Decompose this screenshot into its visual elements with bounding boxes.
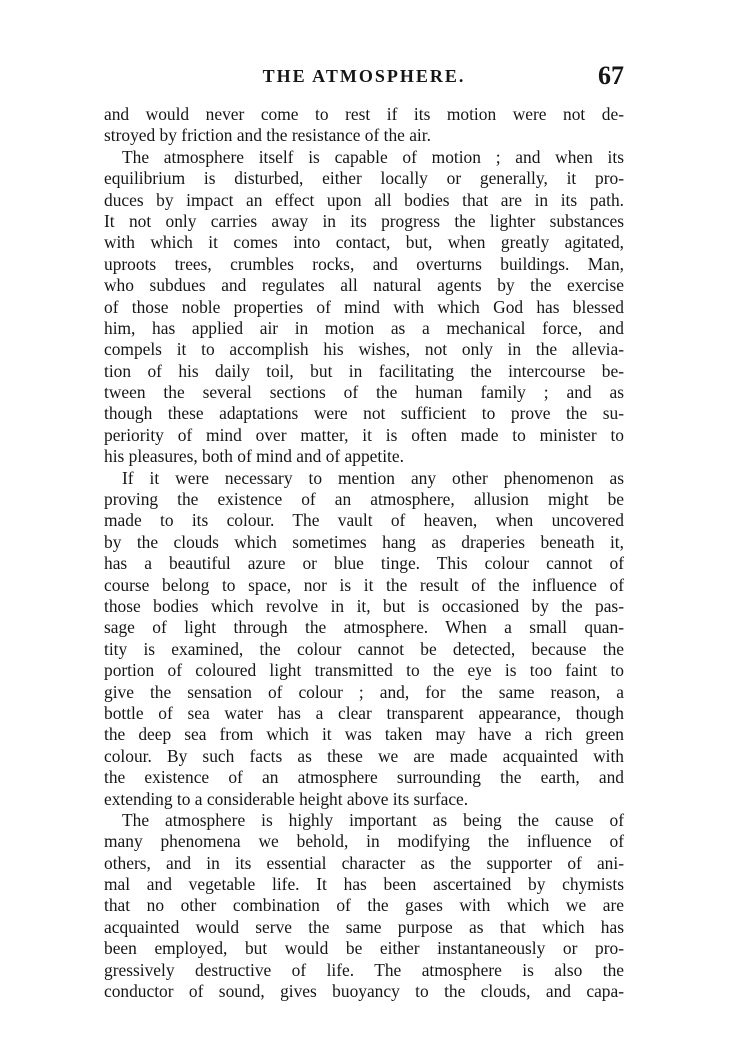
running-title: THE ATMOSPHERE. bbox=[262, 66, 466, 86]
text-line: been employed, but would be either instantaneously or pro- bbox=[104, 938, 624, 959]
text-line: The atmosphere is highly important as being the cause of bbox=[122, 809, 624, 830]
text-line: stroyed by friction and the resistance of the air. bbox=[104, 125, 431, 146]
text-line: uproots trees, crumbles rocks, and overturns buildings. Man, bbox=[104, 253, 624, 274]
running-head bbox=[104, 62, 624, 90]
text-line: many phenomena we behold, in modifying the influence of bbox=[104, 831, 624, 852]
text-line: tion of his daily toil, but in facilitating the intercourse be- bbox=[104, 360, 624, 381]
text-line: proving the existence of an atmosphere, allusion might be bbox=[104, 489, 624, 510]
body-text bbox=[104, 104, 624, 1002]
text-line: by the clouds which sometimes hang as draperies beneath it, bbox=[104, 531, 624, 552]
text-line: his pleasures, both of mind and of appetite. bbox=[104, 446, 404, 467]
text-line: that no other combination of the gases with which we are bbox=[104, 895, 624, 916]
text-line: bottle of sea water has a clear transparent appearance, though bbox=[104, 702, 624, 723]
text-line: the deep sea from which it was taken may have a rich green bbox=[104, 724, 624, 745]
text-line: equilibrium is disturbed, either locally or generally, it pro- bbox=[104, 168, 624, 189]
text-line: those bodies which revolve in it, but is occasioned by the pas- bbox=[104, 595, 624, 616]
text-line: compels it to accomplish his wishes, not only in the allevia- bbox=[104, 339, 624, 360]
text-line: portion of coloured light transmitted to the eye is too faint to bbox=[104, 660, 624, 681]
page-number: 67 bbox=[598, 61, 624, 90]
text-line: who subdues and regulates all natural agents by the exercise bbox=[104, 275, 624, 296]
text-line: has a beautiful azure or blue tinge. This colour cannot of bbox=[104, 553, 624, 574]
text-line: acquainted would serve the same purpose as that which has bbox=[104, 916, 624, 937]
text-line: give the sensation of colour ; and, for the same reason, a bbox=[104, 681, 624, 702]
text-line: of those noble properties of mind with which God has blessed bbox=[104, 296, 624, 317]
text-line: mal and vegetable life. It has been ascertained by chymists bbox=[104, 874, 624, 895]
text-line: conductor of sound, gives buoyancy to the clouds, and capa- bbox=[104, 981, 624, 1002]
text-line: The atmosphere itself is capable of motion ; and when its bbox=[122, 146, 624, 167]
text-line: the existence of an atmosphere surrounding the earth, and bbox=[104, 767, 624, 788]
text-line: duces by impact an effect upon all bodies that are in its path. bbox=[104, 189, 624, 210]
text-line: tween the several sections of the human family ; and as bbox=[104, 382, 624, 403]
text-line: periority of mind over matter, it is often made to minister to bbox=[104, 424, 624, 445]
text-line: tity is examined, the colour cannot be detected, because the bbox=[104, 638, 624, 659]
text-line: If it were necessary to mention any other phenomenon as bbox=[122, 467, 624, 488]
text-line: made to its colour. The vault of heaven, when uncovered bbox=[104, 510, 624, 531]
text-line: and would never come to rest if its motion were not de- bbox=[104, 104, 624, 124]
text-line: gressively destructive of life. The atmosphere is also the bbox=[104, 959, 624, 980]
text-line: with which it comes into contact, but, when greatly agitated, bbox=[104, 232, 624, 253]
text-line: It not only carries away in its progress the lighter substances bbox=[104, 210, 624, 231]
text-line: course belong to space, nor is it the result of the influence of bbox=[104, 574, 624, 595]
text-line: him, has applied air in motion as a mechanical force, and bbox=[104, 317, 624, 338]
text-line: colour. By such facts as these we are made acquainted with bbox=[104, 745, 624, 766]
text-line: sage of light through the atmosphere. When a small quan- bbox=[104, 617, 624, 638]
text-line: though these adaptations were not sufficient to prove the su- bbox=[104, 403, 624, 424]
text-line: others, and in its essential character as the supporter of ani- bbox=[104, 852, 624, 873]
text-line: extending to a considerable height above its surface. bbox=[104, 788, 469, 809]
